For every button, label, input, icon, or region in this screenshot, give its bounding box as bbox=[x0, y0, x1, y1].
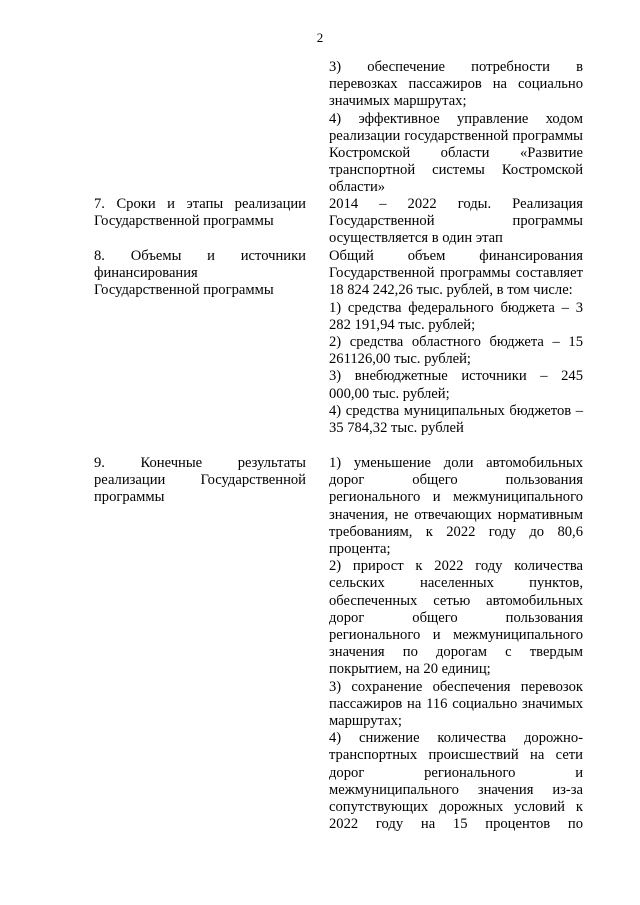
row-content-item: 1) уменьшение доли автомобильных дорог общего пользования регионального и межмуниципального значения, не отвечающих нормативным требованиям, к 2022 году до 80,6 процента; bbox=[329, 455, 583, 558]
row-label-text: 8. Объемы и источники финансирования Государственной программы bbox=[94, 248, 306, 299]
row-label-text: 7. Сроки и этапы реализации Государственной программы bbox=[94, 196, 306, 230]
row-content-item: 4) снижение количества дорожно-транспортных происшествий на сети дорог регионального и межмуниципального значения из-за сопутствующих дорожных условий к 2022 году на 15 процентов по bbox=[329, 730, 583, 833]
row-content-item: 3) сохранение обеспечения перевозок пассажиров на 116 социально значимых маршрутах; bbox=[329, 678, 583, 730]
row-content bbox=[329, 248, 583, 437]
top-continuation bbox=[329, 59, 583, 197]
continuation-item: 4) эффективное управление ходом реализации государственной программы Костромской области «Развитие транспортной системы Костромской области» bbox=[329, 110, 583, 196]
row-label-text: 9. Конечные результаты реализации Государственной программы bbox=[94, 455, 306, 506]
row-content-item: 2014 – 2022 годы. Реализация Государственной программы осуществляется в один этап bbox=[329, 196, 583, 247]
row-content-item: 1) средства федерального бюджета – 3 282 191,94 тыс. рублей; bbox=[329, 299, 583, 333]
row-content-item: Общий объем финансирования Государственной программы составляет 18 824 242,26 тыс. рублей, в том числе: bbox=[329, 248, 583, 299]
page-number: 2 bbox=[316, 30, 324, 45]
row-content-item: 2) средства областного бюджета – 15 261126,00 тыс. рублей; bbox=[329, 334, 583, 368]
row-content-item: 3) внебюджетные источники – 245 000,00 тыс. рублей; bbox=[329, 368, 583, 402]
row-content-item: 4) средства муниципальных бюджетов – 35 784,32 тыс. рублей bbox=[329, 402, 583, 437]
row-content-item: 2) прирост к 2022 году количества сельских населенных пунктов, обеспеченных сетью автомобильных дорог общего пользования регионального и межмуниципального значения по дорогам с твердым покрытием, на 20 единиц; bbox=[329, 558, 583, 678]
row-content bbox=[329, 196, 583, 248]
row-content bbox=[329, 455, 583, 833]
row-label bbox=[94, 455, 306, 507]
row-label bbox=[94, 248, 306, 300]
row-label bbox=[94, 196, 306, 230]
continuation-item: 3) обеспечение потребности в перевозках пассажиров на социально значимых маршрутах; bbox=[329, 59, 583, 110]
